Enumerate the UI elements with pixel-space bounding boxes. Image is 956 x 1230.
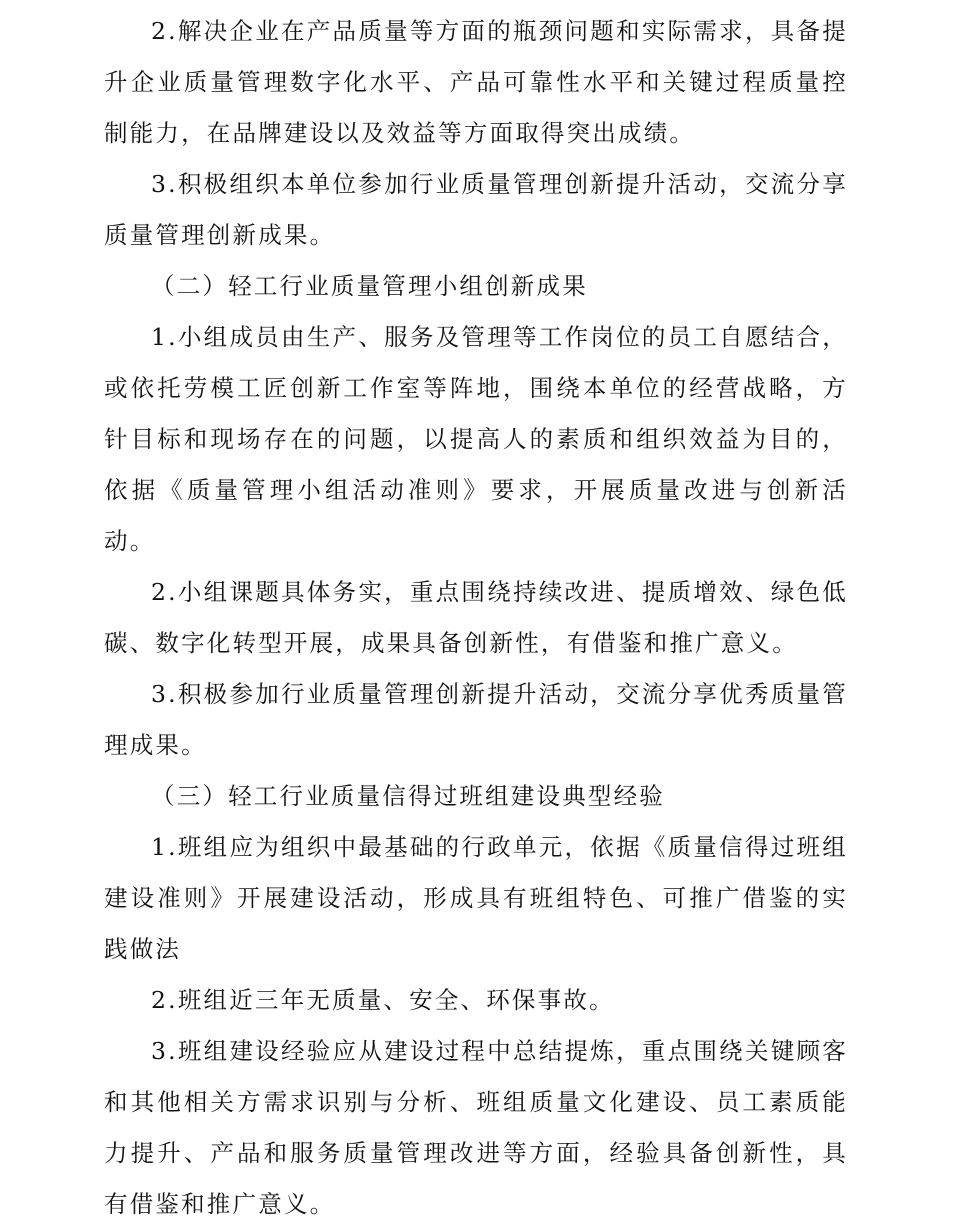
section-heading: （三）轻工行业质量信得过班组建设典型经验 xyxy=(151,782,665,810)
section-2 xyxy=(104,261,848,771)
section-1 xyxy=(104,6,848,261)
paragraph: 3.积极组织本单位参加行业质量管理创新提升活动，交流分享质量管理创新成果。 xyxy=(104,170,848,249)
paragraph: 2.班组近三年无质量、安全、环保事故。 xyxy=(151,986,615,1014)
paragraph: 3.班组建设经验应从建设过程中总结提炼，重点围绕关键顾客和其他相关方需求识别与分析、班组质量文化建设、员工素质能力提升、产品和服务质量管理改进等方面，经验具备创新性，具有借鉴和推广意义。 xyxy=(104,1037,848,1218)
paragraph: 3.积极参加行业质量管理创新提升活动，交流分享优秀质量管理成果。 xyxy=(104,680,848,759)
paragraph: 1.小组成员由生产、服务及管理等工作岗位的员工自愿结合，或依托劳模工匠创新工作室等阵地，围绕本单位的经营战略，方针目标和现场存在的问题，以提高人的素质和组织效益为目的，依据《质量管理小组活动准则》要求，开展质量改进与创新活动。 xyxy=(104,323,848,555)
section-heading: （二）轻工行业质量管理小组创新成果 xyxy=(151,272,588,300)
section-3 xyxy=(104,771,848,1230)
paragraph: 2.小组课题具体务实，重点围绕持续改进、提质增效、绿色低碳、数字化转型开展，成果具备创新性，有借鉴和推广意义。 xyxy=(104,578,848,657)
paragraph: 1.班组应为组织中最基础的行政单元，依据《质量信得过班组建设准则》开展建设活动，形成具有班组特色、可推广借鉴的实践做法 xyxy=(104,833,848,963)
paragraph: 2.解决企业在产品质量等方面的瓶颈问题和实际需求，具备提升企业质量管理数字化水平、产品可靠性水平和关键过程质量控制能力，在品牌建设以及效益等方面取得突出成绩。 xyxy=(104,17,848,147)
